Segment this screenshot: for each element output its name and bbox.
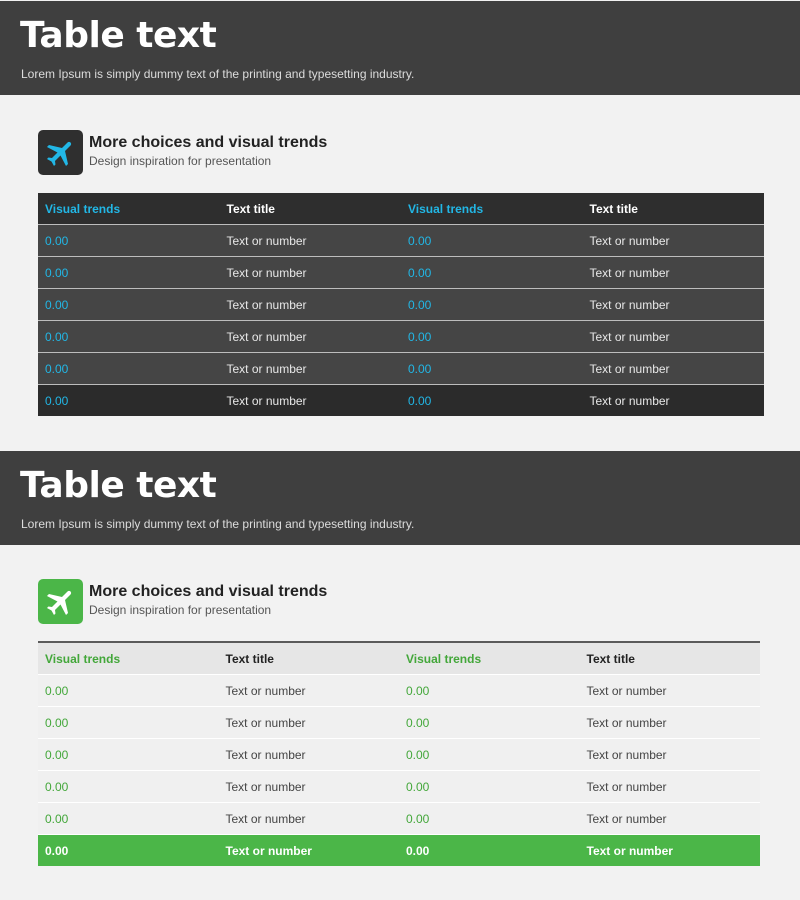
table-cell: 0.00 (401, 289, 583, 321)
table-cell: Text or number (220, 385, 402, 417)
table-cell: Text or number (580, 771, 761, 803)
table-cell: 0.00 (401, 225, 583, 257)
table-cell: 0.00 (38, 257, 220, 289)
table-cell: 0.00 (399, 675, 580, 707)
section-title: More choices and visual trends (89, 583, 328, 600)
table-cell: Text or number (583, 225, 765, 257)
column-header: Visual trends (38, 642, 219, 675)
table-cell: 0.00 (399, 739, 580, 771)
table-header-row (38, 193, 764, 225)
table-cell: 0.00 (401, 321, 583, 353)
table-cell: Text or number (583, 385, 765, 417)
column-header: Text title (583, 193, 765, 225)
table-cell: 0.00 (401, 257, 583, 289)
table-cell: Text or number (580, 707, 761, 739)
airplane-icon (38, 130, 83, 175)
table-cell: Text or number (583, 353, 765, 385)
table-cell: 0.00 (399, 803, 580, 835)
table-header-row (38, 642, 760, 675)
table-cell: Text or number (220, 321, 402, 353)
table-cell: Text or number (583, 257, 765, 289)
table-cell: 0.00 (38, 707, 219, 739)
table-row (38, 739, 760, 771)
banner-subtitle: Lorem Ipsum is simply dummy text of the printing and typesetting industry. (21, 517, 415, 531)
column-header: Visual trends (401, 193, 583, 225)
table-row (38, 353, 764, 385)
table-cell: Text or number (583, 321, 765, 353)
table-cell: 0.00 (401, 385, 583, 417)
table-row (38, 257, 764, 289)
banner-title: Table text (20, 15, 217, 56)
table-cell: 0.00 (38, 385, 220, 417)
table-row (38, 225, 764, 257)
table-cell: Text or number (220, 225, 402, 257)
table-cell: Text or number (580, 803, 761, 835)
section-subtitle: Design inspiration for presentation (89, 603, 272, 617)
airplane-icon (38, 579, 83, 624)
table-cell: 0.00 (38, 739, 219, 771)
table-cell: Text or number (219, 739, 400, 771)
table-cell: 0.00 (38, 321, 220, 353)
table-cell: Text or number (220, 353, 402, 385)
table-cell: 0.00 (38, 289, 220, 321)
table-row-highlight (38, 835, 760, 867)
table-cell: 0.00 (38, 835, 219, 867)
table-cell: Text or number (219, 771, 400, 803)
table-cell: Text or number (220, 257, 402, 289)
banner-subtitle: Lorem Ipsum is simply dummy text of the printing and typesetting industry. (21, 67, 415, 81)
table-cell: Text or number (219, 707, 400, 739)
table-cell: 0.00 (38, 771, 219, 803)
column-header: Visual trends (399, 642, 580, 675)
section-title: More choices and visual trends (89, 134, 328, 151)
table-cell: 0.00 (38, 353, 220, 385)
column-header: Visual trends (38, 193, 220, 225)
table-cell: 0.00 (38, 675, 219, 707)
data-table-light (38, 641, 760, 866)
table-row (38, 675, 760, 707)
table-cell: Text or number (219, 803, 400, 835)
table-row (38, 707, 760, 739)
column-header: Text title (580, 642, 761, 675)
table-cell: 0.00 (38, 225, 220, 257)
table-cell: Text or number (580, 739, 761, 771)
table-cell: 0.00 (399, 707, 580, 739)
table-row (38, 771, 760, 803)
table-cell: 0.00 (399, 771, 580, 803)
table-cell: Text or number (220, 289, 402, 321)
banner-top (0, 1, 800, 95)
banner-title: Table text (20, 465, 217, 506)
column-header: Text title (219, 642, 400, 675)
table-row (38, 803, 760, 835)
table-cell: Text or number (219, 835, 400, 867)
banner-bottom (0, 451, 800, 545)
table-row (38, 385, 764, 417)
table-cell: 0.00 (399, 835, 580, 867)
table-cell: 0.00 (401, 353, 583, 385)
column-header: Text title (220, 193, 402, 225)
table-cell: Text or number (580, 835, 761, 867)
table-row (38, 289, 764, 321)
table-cell: Text or number (219, 675, 400, 707)
table-cell: 0.00 (38, 803, 219, 835)
table-cell: Text or number (580, 675, 761, 707)
table-row (38, 321, 764, 353)
section-subtitle: Design inspiration for presentation (89, 154, 272, 168)
data-table-dark (38, 193, 764, 416)
table-cell: Text or number (583, 289, 765, 321)
